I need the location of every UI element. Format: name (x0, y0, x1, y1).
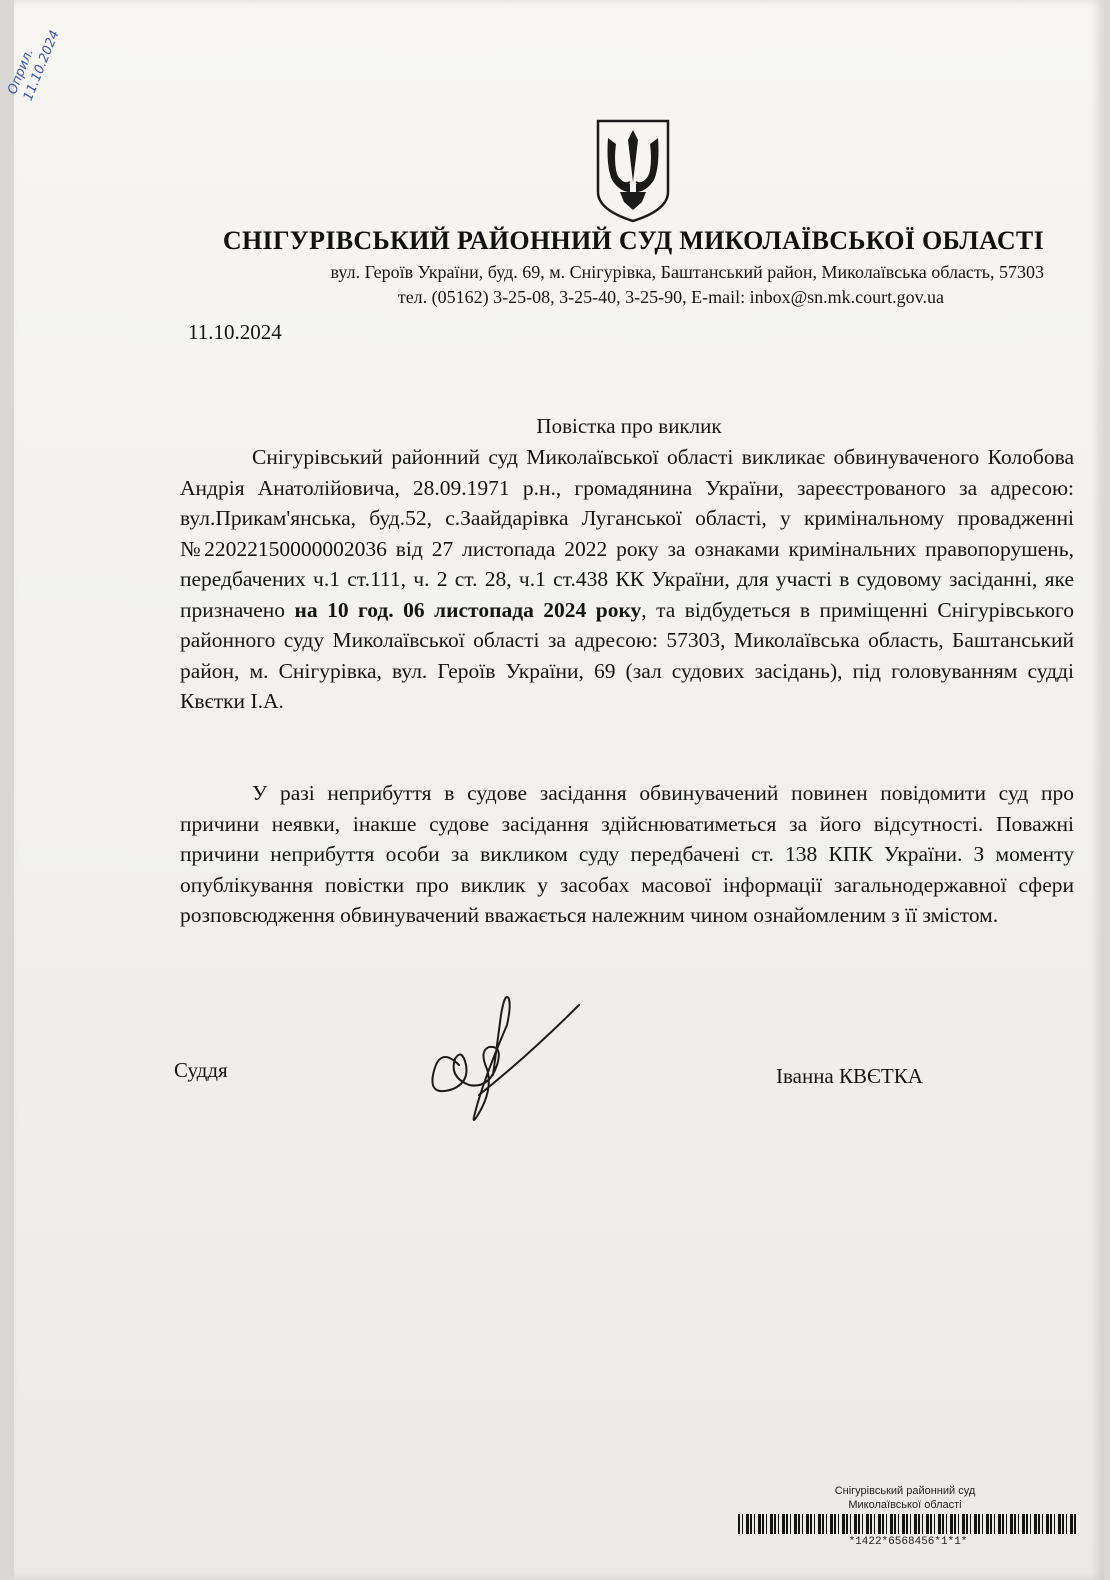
court-address: вул. Героїв України, буд. 69, м. Снігурівка, Баштанський район, Миколаївська область, 57303 (330, 262, 1044, 282)
handwritten-note: Оприл. 11.10.2024 (5, 28, 63, 103)
judge-name: Іванна КВЄТКА (776, 1064, 923, 1088)
hearing-datetime: на 10 год. 06 листопада 2024 року (294, 597, 642, 622)
summons-paragraph (180, 442, 1074, 717)
document-title: Повістка про виклик (536, 414, 722, 438)
summons-text-part2: , та відбудеться в приміщенні Снігурівського районного суду Миколаївської області за адресою: 57303, Миколаївська область, Баштанський район, м. Снігурівка, вул. Героїв України, 69 (зал судових засідань), під головуванням судді Квєтки І.А. (180, 597, 1075, 713)
court-name-heading: СНІГУРІВСЬКИЙ РАЙОННИЙ СУД МИКОЛАЇВСЬКОЇ ОБЛАСТІ (222, 226, 1044, 255)
absence-paragraph: У разі неприбуття в судове засідання обвинувачений повинен повідомити суд про причини неявки, інакше судове засідання здійснюватиметься за його відсутності. Поважні причини неприбуття особи за викликом суду передбачені ст. 138 КПК України. З моменту опублікування повістки про виклик у засобах масової інформації загальнодержавної сфери розповсюдження обвинувачений вважається належним чином ознайомленим з її змістом. (180, 781, 1074, 927)
trident-emblem-icon (594, 118, 672, 224)
barcode-icon (738, 1514, 1078, 1534)
court-contacts: тел. (05162) 3-25-08, 3-25-40, 3-25-90, E-mail: inbox@sn.mk.court.gov.ua (397, 287, 944, 307)
summons-text-part1: Снігурівський районний суд Миколаївської області викликає обвинуваченого Колобова Андрія Анатолійовича, 28.09.1971 р.н., громадянина України, зареєстрованого за адресою: вул.Прикам'янська, буд.52, с.Заайдарівка Луганської області, у кримінальному провадженні №22022150000002036 від 27 листопада 2022 року за ознаками кримінальних правопорушень, передбачених ч.1 ст.111, ч. 2 ст. 28, ч.1 ст.438 КК України, для участі в судовому засіданні, яке призначено (180, 445, 1074, 622)
handwritten-signature (419, 985, 589, 1135)
stamp-region-line: Миколаївської області (848, 1499, 962, 1511)
judge-label: Суддя (174, 1058, 228, 1082)
stamp-court-line: Снігурівський районний суд (834, 1485, 976, 1497)
document-date: 11.10.2024 (188, 320, 282, 344)
barcode-number: *1422*6568456*1*1* (848, 1536, 968, 1548)
document-page (5, 0, 1104, 1580)
